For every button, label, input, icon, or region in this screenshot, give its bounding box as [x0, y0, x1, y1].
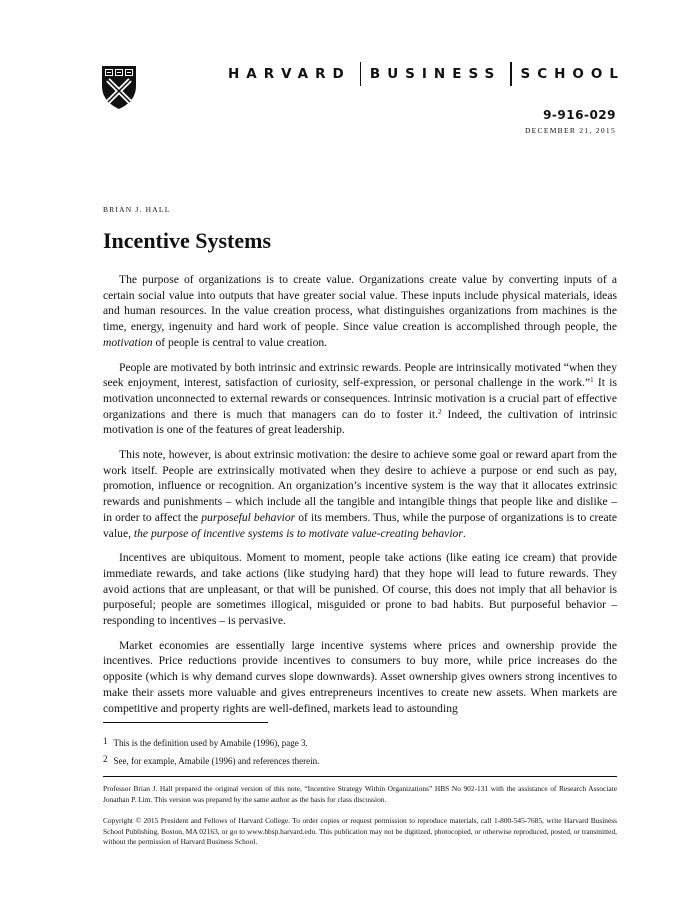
paragraph-text: Incentives are ubiquitous. Moment to moment, people take actions (like eating ice cream) that provide immediate rewards, and take actions (like studying hard) that they hope will lead to future rewards. They avoid actions that are unpleasant, or that will be punished. Of course, this does not imply that all behavior is purposeful; people are sometimes illogical, misguided or prone to bad habits. But purposeful behavior – responding to incentives – is pervasive. [103, 551, 617, 628]
hbs-shield-logo [100, 64, 138, 110]
footnote-number: 2 [103, 754, 108, 764]
school-word-school: SCHOOL [520, 66, 625, 82]
body-paragraph [103, 638, 617, 717]
paragraph-text: It is motivation unconnected to external rewards or consequences. Intrinsic motivation is a crucial part of effective organizations and there is much that managers can do to foster it. [103, 376, 617, 421]
footnote-text: See, for example, Amabile (1996) and references therein. [113, 756, 320, 766]
school-name-divider [360, 62, 362, 86]
school-name [228, 62, 625, 86]
paragraph-text: Indeed, the cultivation of intrinsic motivation is one of the features of great leadership. [103, 407, 618, 437]
body-paragraph [103, 550, 617, 629]
paragraph-text: Market economies are essentially large incentive systems where prices and ownership provide the incentives. Price reductions provide incentives to consumers to buy more, while price increases do the opposite (which is why demand curves slope downwards). Asset ownership gives owners strong incentives to make their assets more valuable and gives entrepreneurs incentives to create new assets. When markets are competitive and property rights are well-defined, markets lead to astounding [103, 638, 617, 715]
body-paragraph [103, 447, 617, 541]
page-footer-divider [103, 776, 617, 777]
paragraph-text: of its members. Thus, while the purpose of organizations is to create value, [103, 510, 617, 540]
paragraph-text: This note, however, is about extrinsic motivation: the desire to achieve some goal or reward apart from the work itself. People are extrinsically motivated when they desire to achieve a purpose or end such as pay, promotion, influence or recognition. An organization’s incentive system is the way that it allocates extrinsic rewards and punishments – which include all the tangible and intangible things that people like and dislike – in order to affect the [103, 448, 617, 524]
author-name: BRIAN J. HALL [103, 205, 171, 214]
footnote-reference: 1 [590, 376, 594, 385]
paragraph-text: of people is central to value creation. [152, 335, 328, 349]
school-word-business: BUSINESS [369, 66, 502, 82]
body-text [103, 272, 617, 725]
case-number: 9-916-029 [543, 108, 616, 122]
footnote-number: 1 [103, 736, 108, 746]
page-header [100, 62, 625, 112]
school-name-divider [510, 62, 512, 86]
school-word-harvard: HARVARD [228, 66, 351, 82]
body-paragraph [103, 272, 617, 351]
document-title: Incentive Systems [103, 228, 272, 253]
emphasis-text: purposeful behavior [201, 510, 296, 524]
paragraph-text: . [462, 526, 466, 540]
body-paragraph [103, 360, 617, 439]
footnote-text: This is the definition used by Amabile (1996), page 3. [113, 738, 308, 748]
case-date: DECEMBER 21, 2015 [524, 126, 616, 135]
footnote-1 [103, 736, 308, 748]
emphasis-text: the purpose of incentive systems is to motivate value-creating behavior [133, 526, 463, 540]
copyright-notice: Copyright © 2015 President and Fellows of Harvard College. To order copies or request permission to reproduce materials, call 1-800-545-7685, write Harvard Business School Publishing, Boston, MA 02163, or go to www.hbsp.harvard.edu. This publication may not be digitized, photocopied, or otherwise reproduced, posted, or transmitted, without the permission of Harvard Business School. [103, 816, 617, 846]
footnote-divider [103, 722, 268, 723]
preparation-note: Professor Brian J. Hall prepared the original version of this note, “Incentive Strategy Within Organizations” HBS No 902-131 with the assistance of Research Associate Jonathan P. Lim. This version was prepared by the same author as the basis for class discussion. [103, 784, 617, 804]
paragraph-text: The purpose of organizations is to create value. Organizations create value by converting inputs of a certain social value into outputs that have greater social value. These inputs include physical materials, ideas and human resources. In the value creation process, what distinguishes organizations from machines is the time, energy, ingenuity and hard work of people. Since value creation is accomplished through people, the [103, 273, 617, 334]
footnote-2 [103, 754, 319, 766]
paragraph-text: People are motivated by both intrinsic and extrinsic rewards. People are intrinsically motivated “when they seek enjoyment, interest, satisfaction of curiosity, self-expression, or personal challenge in the work.” [103, 360, 617, 390]
footnote-reference: 2 [438, 407, 442, 416]
emphasis-text: motivation [103, 335, 153, 349]
